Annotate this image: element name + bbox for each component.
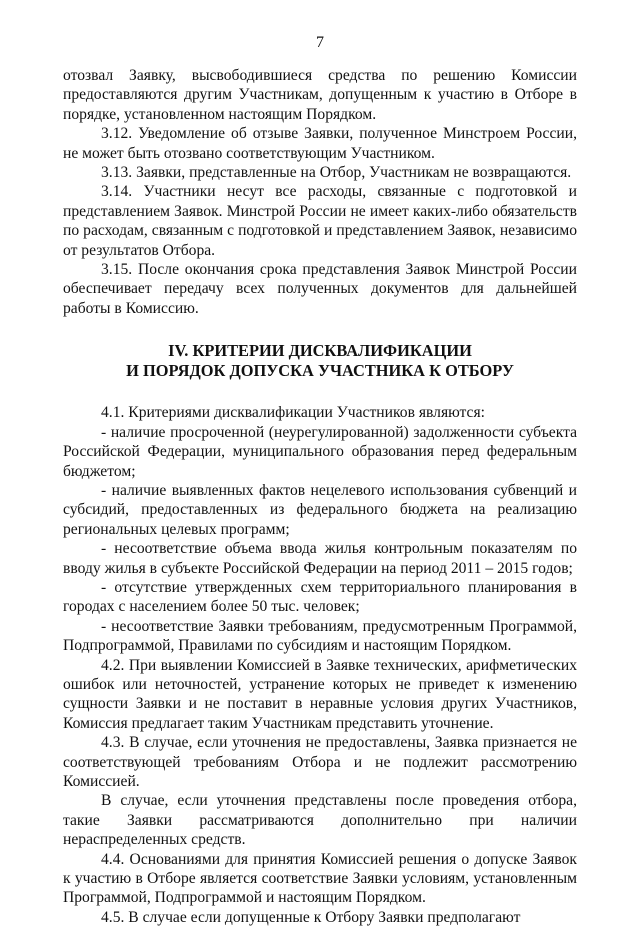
paragraph-p-cont: отозвал Заявку, высвободившиеся средства по решению Комиссии предоставляются другим Участникам, допущенным к участию в Отборе в порядке, установленном настоящим Порядком. — [63, 67, 577, 123]
page-number: 7 — [316, 34, 324, 51]
paragraph-p-4-1-c: - несоответствие объема ввода жилья контрольным показателям по вводу жилья в субъекте Российской Федерации на период 2011 – 2015 годов; — [63, 540, 577, 577]
paragraph-p-3-15: 3.15. После окончания срока представления Заявок Минстрой России обеспечивает передачу всех полученных документов для дальнейшей работы в Комиссию. — [63, 261, 577, 317]
paragraph-p-4-3-b: В случае, если уточнения представлены после проведения отбора, такие Заявки рассматриваются дополнительно при наличии нераспределенных средств. — [63, 792, 577, 849]
paragraph-p-4-1-d: - отсутствие утвержденных схем территориального планирования в городах с населением более 50 тыс. человек; — [63, 578, 577, 616]
paragraph-p-4-4: 4.4. Основаниями для принятия Комиссией решения о допуске Заявок к участию в Отборе является соответствие Заявки условиям, установленным Программой, Подпрограммой и настоящим Порядком. — [63, 850, 577, 907]
paragraph-p-4-2: 4.2. При выявлении Комиссией в Заявке технических, арифметических ошибок или неточностей, устранение которых не приведет к изменению сущности Заявки и не поставит в неравные условия других Участников, Комиссия предлагает таким Участникам представить уточнение. — [63, 656, 577, 732]
paragraph-p-4-1-b: - наличие выявленных фактов нецелевого использования субвенций и субсидий, предоставленных из федерального бюджета на реализацию региональных целевых программ; — [63, 481, 577, 538]
paragraph-p-4-5: 4.5. В случае если допущенные к Отбору Заявки предполагают — [101, 908, 521, 926]
section-heading — [63, 341, 577, 381]
paragraph-p-4-1: 4.1. Критериями дисквалификации Участников являются: — [101, 404, 485, 422]
section-3-continuation — [63, 66, 577, 318]
paragraph-p-3-13: 3.13. Заявки, представленные на Отбор, Участникам не возвращаются. — [101, 164, 572, 182]
paragraph-p-4-1-e: - несоответствие Заявки требованиям, предусмотренным Программой, Подпрограммой, Правилами по субсидиям и настоящим Порядком. — [63, 617, 577, 655]
paragraph-p-3-14: 3.14. Участники несут все расходы, связанные с подготовкой и представлением Заявок. Минстрой России не имеет каких-либо обязательств по расходам, связанным с подготовкой и представлением Заявок, независимо от результатов Отбора. — [63, 183, 577, 259]
paragraph-p-3-12: 3.12. Уведомление об отзыве Заявки, полученное Минстроем России, не может быть отозвано соответствующим Участником. — [63, 125, 577, 162]
section-heading-line-2: И ПОРЯДОК ДОПУСКА УЧАСТНИКА К ОТБОРУ — [126, 361, 514, 381]
document-body — [63, 66, 577, 927]
paragraph-p-4-1-a: - наличие просроченной (неурегулированной) задолженности субъекта Российской Федерации, муниципального образования перед федеральным бюджетом; — [63, 423, 577, 480]
paragraph-p-4-3: 4.3. В случае, если уточнения не предоставлены, Заявка признается не соответствующей требованиям Отбора и не подлежит рассмотрению Комиссией. — [63, 734, 577, 790]
section-heading-line-1: IV. КРИТЕРИИ ДИСКВАЛИФИКАЦИИ — [168, 341, 472, 361]
section-4-body — [63, 403, 577, 927]
